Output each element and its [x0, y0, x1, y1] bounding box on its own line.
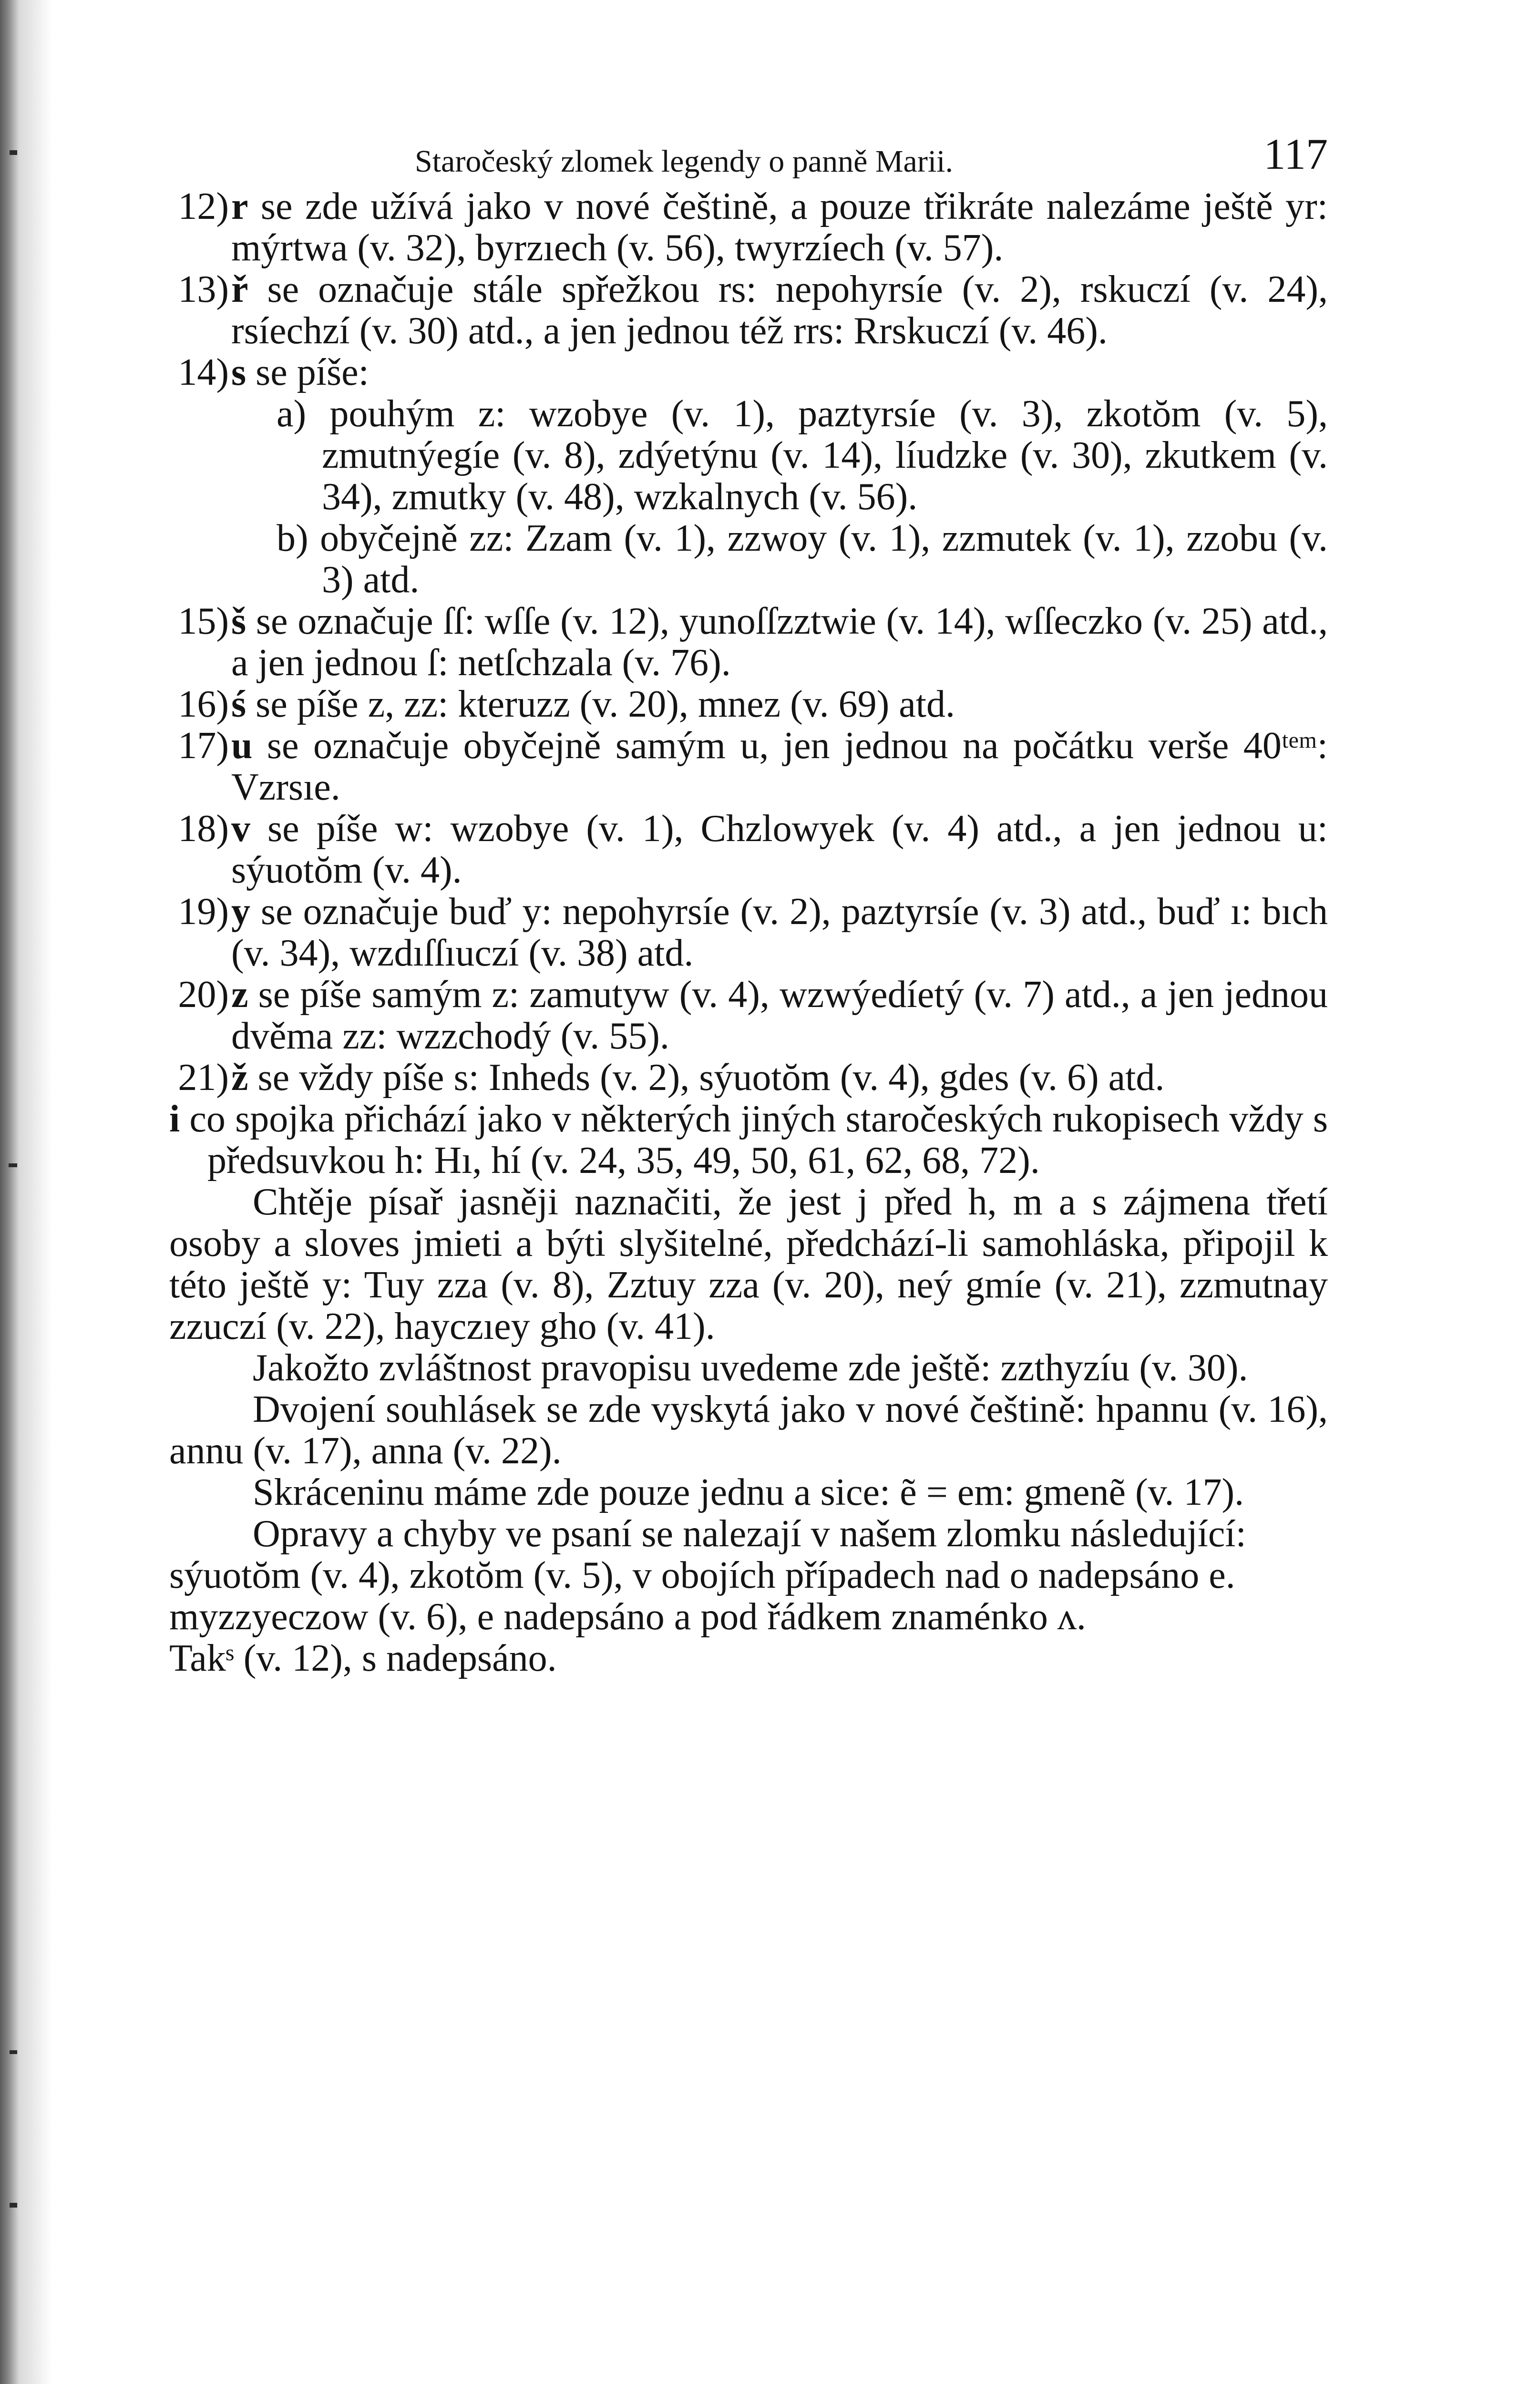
paragraph: Skráceninu máme zde pouze jednu a sice: ẽ = em: gmenẽ (v. 17). — [253, 1471, 1244, 1513]
sub-item-text: obyčejně zz: Zzam (v. 1), zzwoy (v. 1), zzmutek (v. 1), zzobu (v. 3) atd. — [320, 517, 1328, 601]
list-item — [169, 269, 1328, 352]
margin-mark — [10, 2050, 17, 2054]
item-letter: v — [231, 808, 250, 850]
paragraph: Jakožto zvláštnost pravopisu uvedeme zde ještě: zzthyzíu (v. 30). — [253, 1347, 1248, 1389]
list-item — [169, 808, 1328, 891]
page-content — [169, 114, 1328, 1679]
item-number: 19) — [178, 891, 229, 933]
item-number: 20) — [178, 974, 229, 1016]
list-item — [169, 684, 1328, 725]
item-text: se píše: — [246, 351, 369, 393]
sub-item-text: pouhým z: wzobye (v. 1), paztyrsíe (v. 3), zkotŏm (v. 5), zmutnýegíe (v. 8), zdýetýnu (v. 14), líudzke (v. 30), zkutkem (v. 34), zmutky (v. 48), wzkalnych (v. 56). — [322, 393, 1328, 518]
item-text: se píše z, zz: kteruzz (v. 20), mnez (v. 69) atd. — [246, 683, 955, 725]
sub-item — [169, 518, 1328, 601]
item-letter: ř — [231, 268, 248, 310]
paragraph: Opravy a chyby ve psaní se nalezají v našem zlomku následující: — [253, 1513, 1246, 1555]
item-number: 15) — [178, 600, 229, 642]
book-gutter — [0, 0, 57, 2384]
item-text: se označuje obyčejně samým u, jen jednou na počátku verše 40ᵗᵉᵐ: Vzrsıe. — [231, 725, 1328, 808]
correction-line: Takˢ (v. 12), s nadepsáno. — [169, 1637, 557, 1679]
item-text: se píše w: wzobye (v. 1), Chzlowyek (v. 4) atd., a jen jednou u: sýuotŏm (v. 4). — [231, 808, 1328, 891]
item-letter: s — [231, 351, 246, 393]
list-item — [169, 186, 1328, 269]
sub-item — [169, 393, 1328, 518]
item-letter: r — [231, 185, 248, 227]
item-text: se označuje ſſ: wſſe (v. 12), yunoſſzztwie (v. 14), wſſeczko (v. 25) atd., a jen jednou ſ: netſchzala (v. 76). — [231, 600, 1328, 684]
note-i — [169, 1099, 1328, 1182]
paragraph: Chtěje písař jasněji naznačiti, že jest j před h, m a s zájmena třetí osoby a sloves jmieti a býti slyšitelné, předchází-li samohláska, připojil k této ještě y: Tuy zza (v. 8), Zztuy zza (v. 20), neý gmíe (v. 21), zzmutnay zzuczí (v. 22), hayczıey gho (v. 41). — [169, 1181, 1328, 1347]
note-letter: i — [169, 1098, 180, 1140]
item-number: 16) — [178, 683, 229, 725]
item-letter: z — [231, 974, 248, 1016]
item-number: 21) — [178, 1057, 229, 1099]
item-number: 13) — [178, 268, 229, 310]
list-item — [169, 601, 1328, 684]
page-header — [169, 114, 1328, 186]
running-title: Staročeský zlomek legendy o panně Marii. — [415, 144, 953, 179]
item-number: 12) — [178, 185, 229, 227]
sub-item-label: a) — [277, 393, 307, 435]
item-number: 18) — [178, 808, 229, 850]
item-letter: š — [231, 600, 246, 642]
list-item — [169, 891, 1328, 974]
item-letter: ś — [231, 683, 246, 725]
item-text: se označuje stále spřežkou rs: nepohyrsíe (v. 2), rskuczí (v. 24), rsíechzí (v. 30) atd., a jen jednou též rrs: Rrskuczí (v. 46). — [231, 268, 1328, 352]
item-number: 17) — [178, 725, 229, 767]
margin-mark — [9, 1163, 17, 1167]
item-text: se píše samým z: zamutyw (v. 4), wzwýedíetý (v. 7) atd., a jen jednou dvěma zz: wzzchodý (v. 55). — [231, 974, 1328, 1057]
correction-line: myzzyeczow (v. 6), e nadepsáno a pod řádkem znaménko ʌ. — [169, 1596, 1086, 1638]
list-item — [169, 1057, 1328, 1099]
item-letter: ž — [231, 1057, 248, 1099]
list-item — [169, 352, 1328, 393]
note-text: co spojka přichází jako v některých jiných staročeských rukopisech vždy s předsuvkou h: Hı, hí (v. 24, 35, 49, 50, 61, 62, 68, 72). — [180, 1098, 1328, 1182]
item-text: se označuje buď y: nepohyrsíe (v. 2), paztyrsíe (v. 3) atd., buď ı: bıch (v. 34), wzdıſſıuczí (v. 38) atd. — [231, 891, 1328, 974]
margin-mark — [10, 2203, 17, 2208]
page-number: 117 — [1263, 130, 1328, 178]
item-text: se zde užívá jako v nové češtině, a pouze třikráte nalezáme ještě yr: mýrtwa (v. 32), byrzıech (v. 56), twyrzíech (v. 57). — [231, 185, 1328, 269]
item-letter: y — [231, 891, 250, 933]
item-letter: u — [231, 725, 253, 767]
paragraph: Dvojení souhlásek se zde vyskytá jako v nové češtině: hpannu (v. 16), annu (v. 17), anna (v. 22). — [169, 1388, 1328, 1472]
correction-line: sýuotŏm (v. 4), zkotŏm (v. 5), v obojích případech nad o nadepsáno e. — [169, 1554, 1235, 1596]
margin-mark — [10, 150, 17, 155]
sub-item-label: b) — [277, 517, 308, 559]
item-text: se vždy píše s: Inheds (v. 2), sýuotŏm (v. 4), gdes (v. 6) atd. — [248, 1057, 1165, 1099]
list-item — [169, 725, 1328, 808]
item-number: 14) — [178, 351, 229, 393]
list-item — [169, 974, 1328, 1057]
